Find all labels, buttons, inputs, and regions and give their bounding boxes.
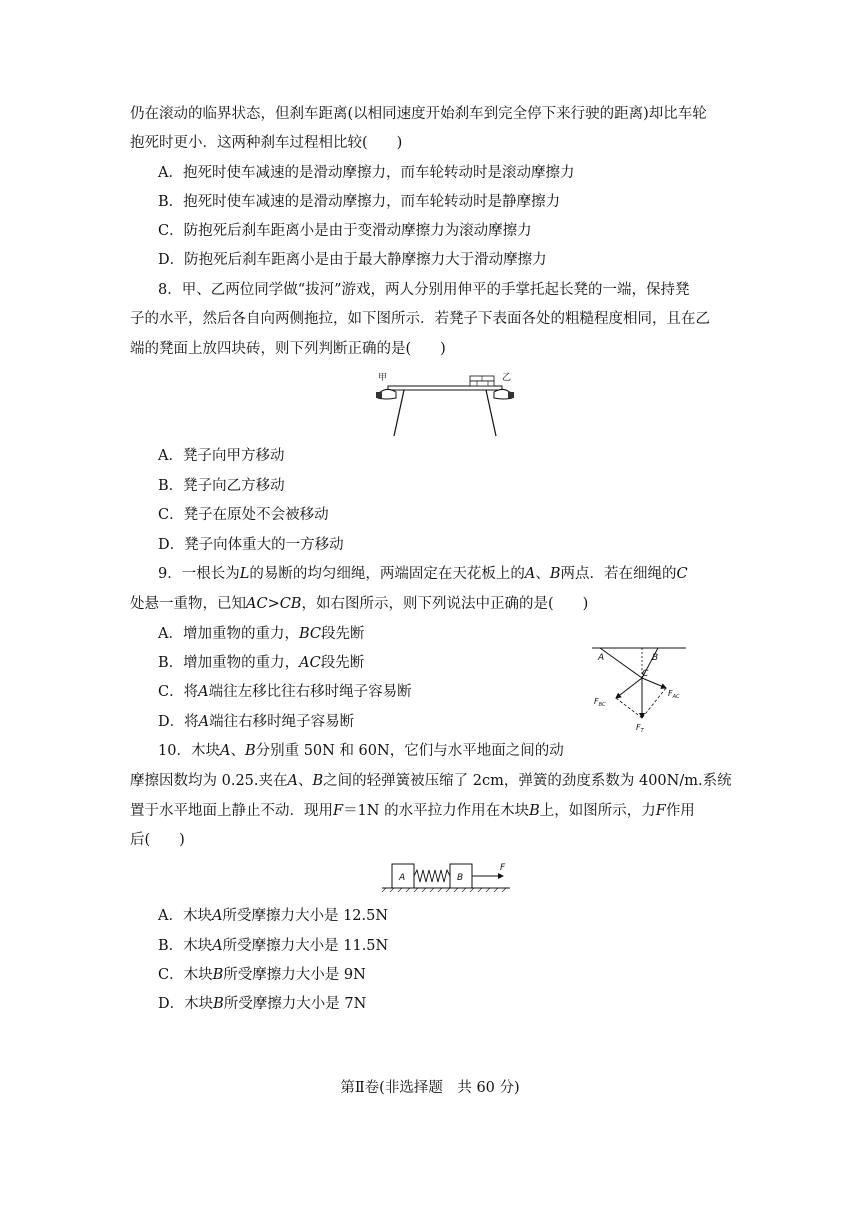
q10-line-4: 后( ) (130, 832, 185, 848)
q10-option-c: C．木块B所受摩擦力大小是 9N (158, 967, 366, 983)
spring-blocks-figure (380, 858, 514, 894)
fig-label-ft: $F_T$ (636, 723, 644, 734)
q10-option-d: D．木块B所受摩擦力大小是 7N (158, 996, 367, 1012)
bench-figure (374, 368, 516, 440)
q8-option-a: A．凳子向甲方移动 (158, 448, 285, 464)
q9-line-1: 9．一根长为L的易断的均匀细绳，两端固定在天花板上的A、B两点．若在细绳的C (158, 566, 688, 582)
fig-block-a-label: A (399, 873, 406, 883)
q9-option-c: C．将A端往左移比往右移时绳子容易断 (158, 684, 412, 700)
q8-line-1: 8．甲、乙两位同学做“拔河”游戏，两人分别用伸平的手掌托起长凳的一端，保持凳 (158, 282, 690, 298)
bench-label-left: 甲 (378, 373, 388, 383)
q8-line-2: 子的水平，然后各自向两侧拖拉，如下图所示．若凳子下表面各处的粗糙程度相同，且在乙 (130, 311, 710, 327)
fig-label-c: C (642, 669, 649, 679)
q10-line-1: 10．木块A、B分别重 50N 和 60N，它们与水平地面之间的动 (158, 743, 564, 759)
q8-option-d: D．凳子向体重大的一方移动 (158, 537, 344, 553)
exam-page (130, 0, 730, 1216)
fig-label-b: B (652, 653, 659, 663)
q7-option-b: B．抱死时使车减速的是滑动摩擦力，而车轮转动时是静摩擦力 (158, 194, 561, 210)
q7-option-d: D．防抱死后刹车距离小是由于最大静摩擦力大于滑动摩擦力 (158, 252, 547, 268)
q9-option-a: A．增加重物的重力，BC段先断 (158, 626, 365, 642)
q9-line-2: 处悬一重物，已知AC>CB，如右图所示，则下列说法中正确的是( ) (130, 596, 589, 612)
fig-block-b-label: B (457, 873, 464, 883)
q10-line-3: 置于水平地面上静止不动．现用F＝1N 的水平拉力作用在木块B上，如图所示，力F作用 (130, 803, 695, 819)
q7-option-a: A．抱死时使车减速的是滑动摩擦力，而车轮转动时是滚动摩擦力 (158, 165, 575, 181)
fig-label-fac: $F_{AC}$ (668, 689, 680, 700)
q7-line-2: 抱死时更小．这两种刹车过程相比较( ) (130, 135, 403, 151)
q10-line-2: 摩擦因数均为 0.25.夹在A、B之间的轻弹簧被压缩了 2cm，弹簧的劲度系数为 400N/m.系统 (130, 773, 732, 789)
q9-option-d: D．将A端往右移时绳子容易断 (158, 714, 355, 730)
fig-label-fbc: $F_{BC}$ (594, 697, 606, 708)
fig-label-a: A (598, 653, 605, 663)
rope-force-figure (586, 642, 690, 738)
bench-label-right: 乙 (502, 373, 512, 383)
q10-option-b: B．木块A所受摩擦力大小是 11.5N (158, 938, 389, 954)
q10-option-a: A．木块A所受摩擦力大小是 12.5N (158, 908, 389, 924)
q9-option-b: B．增加重物的重力，AC段先断 (158, 655, 365, 671)
section-title: 第Ⅱ卷(非选择题 共 60 分) (340, 1080, 520, 1096)
q8-option-c: C．凳子在原处不会被移动 (158, 507, 329, 523)
fig-force-label: F (500, 863, 506, 873)
q8-option-b: B．凳子向乙方移动 (158, 478, 285, 494)
q7-line-1: 仍在滚动的临界状态，但刹车距离(以相同速度开始刹车到完全停下来行驶的距离)却比车轮 (130, 106, 707, 122)
q8-line-3: 端的凳面上放四块砖，则下列判断正确的是( ) (130, 341, 446, 357)
q7-option-c: C．防抱死后刹车距离小是由于变滑动摩擦力为滚动摩擦力 (158, 223, 532, 239)
